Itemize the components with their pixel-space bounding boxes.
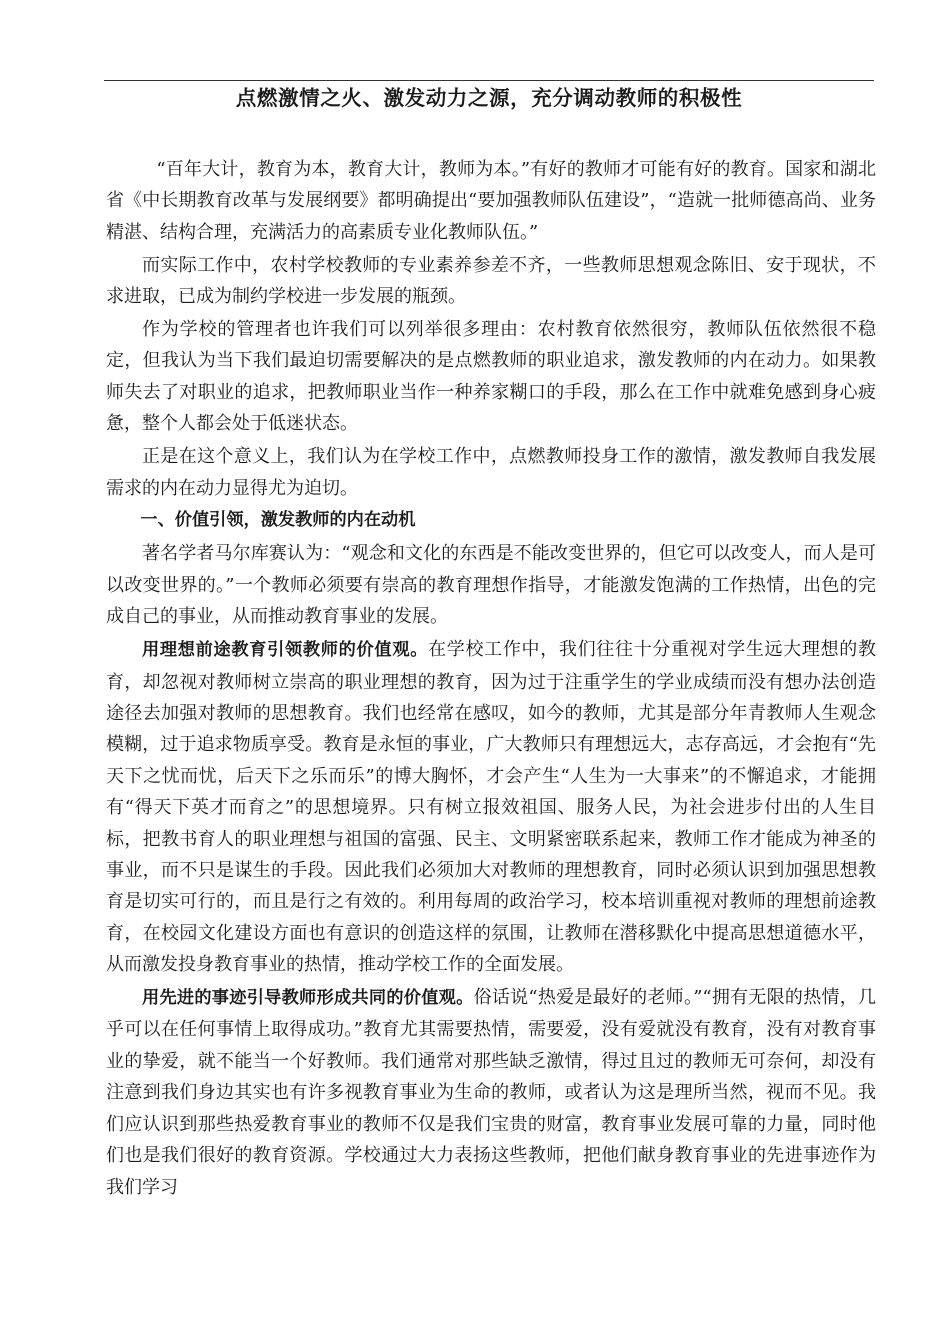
- header-rule: [104, 80, 874, 81]
- document-body: [106, 154, 876, 1204]
- paragraph-6-lead: 用理想前途教育引领教师的价值观。: [142, 640, 429, 661]
- paragraph-2: 而实际工作中，农村学校教师的专业素养参差不齐，一些教师思想观念陈旧、安于现状，不求进取，已成为制约学校进一步发展的瓶颈。: [106, 254, 876, 308]
- paragraph-7-body: 俗话说“热爱是最好的老师。”“拥有无限的热情，几乎可以在任何事情上取得成功。”教育尤其需要热情，需要爱，没有爱就没有教育，没有对教育事业的挚爱，就不能当一个好教师。我们通常对那些缺乏激情，得过且过的教师无可奈何，却没有注意到我们身边其实也有许多视教育事业为生命的教师，或者认为这是理所当然，视而不见。我们应认识到那些热爱教育事业的教师不仅是我们宝贵的财富，教育事业发展可靠的力量，同时他们也是我们很好的教育资源。学校通过大力表扬这些教师，把他们献身教育事业的先进事迹作为我们学习: [106, 987, 876, 1198]
- section-heading-1: 一、价值引领，激发教师的内在动机: [140, 510, 416, 531]
- paragraph-1: “百年大计，教育为本，教育大计，教师为本。”有好的教师才可能有好的教育。国家和湖北省《中长期教育改革与发展纲要》都明确提出“要加强教师队伍建设”，“造就一批师德高尚、业务精湛、结构合理，充满活力的高素质专业化教师队伍。”: [106, 159, 876, 243]
- paragraph-6: [106, 634, 876, 980]
- paragraph-7: [106, 982, 876, 1203]
- paragraph-5: 著名学者马尔库赛认为：“观念和文化的东西是不能改变世界的，但它可以改变人，而人是可以改变世界的。”一个教师必须要有崇高的教育理想作指导，才能激发饱满的工作热情，出色的完成自己的事业，从而推动教育事业的发展。: [106, 543, 876, 628]
- paragraph-6-body: 在学校工作中，我们往往十分重视对学生远大理想的教育，却忽视对教师树立崇高的职业理想的教育，因为过于注重学生的学业成绩而没有想办法创造途径去加强对教师的思想教育。我们也经常在感叹，如今的教师，尤其是部分年青教师人生观念模糊，过于追求物质享受。教育是永恒的事业，广大教师只有理想远大，志存高远，才会抱有“先天下之忧而忧，后天下之乐而乐”的博大胸怀，才会产生“人生为一大事来”的不懈追求，才能拥有“得天下英才而育之”的思想境界。只有树立报效祖国、服务人民，为社会进步付出的人生目标，把教书育人的职业理想与祖国的富强、民主、文明紧密联系起来，教师工作才能成为神圣的事业，而不只是谋生的手段。因此我们必须加大对教师的理想教育，同时必须认识到加强思想教育是切实可行的，而且是行之有效的。利用每周的政治学习，校本培训重视对教师的理想前途教育，在校园文化建设方面也有意识的创造这样的氛围，让教师在潜移默化中提高思想道德水平，从而激发投身教育事业的热情，推动学校工作的全面发展。: [106, 639, 876, 976]
- paragraph-3: 作为学校的管理者也许我们可以列举很多理由：农村教育依然很穷，教师队伍依然很不稳定，但我认为当下我们最迫切需要解决的是点燃教师的职业追求，激发教师的内在动力。如果教师失去了对职业的追求，把教师职业当作一种养家糊口的手段，那么在工作中就难免感到身心疲惫，整个人都会处于低迷状态。: [106, 319, 876, 435]
- paragraph-7-lead: 用先进的事迹引导教师形成共同的价值观。: [142, 988, 474, 1009]
- document-title: 点燃激情之火、激发动力之源，充分调动教师的积极性: [235, 86, 743, 110]
- paragraph-4: 正是在这个意义上，我们认为在学校工作中，点燃教师投身工作的激情，激发教师自我发展需求的内在动力显得尤为迫切。: [106, 446, 876, 499]
